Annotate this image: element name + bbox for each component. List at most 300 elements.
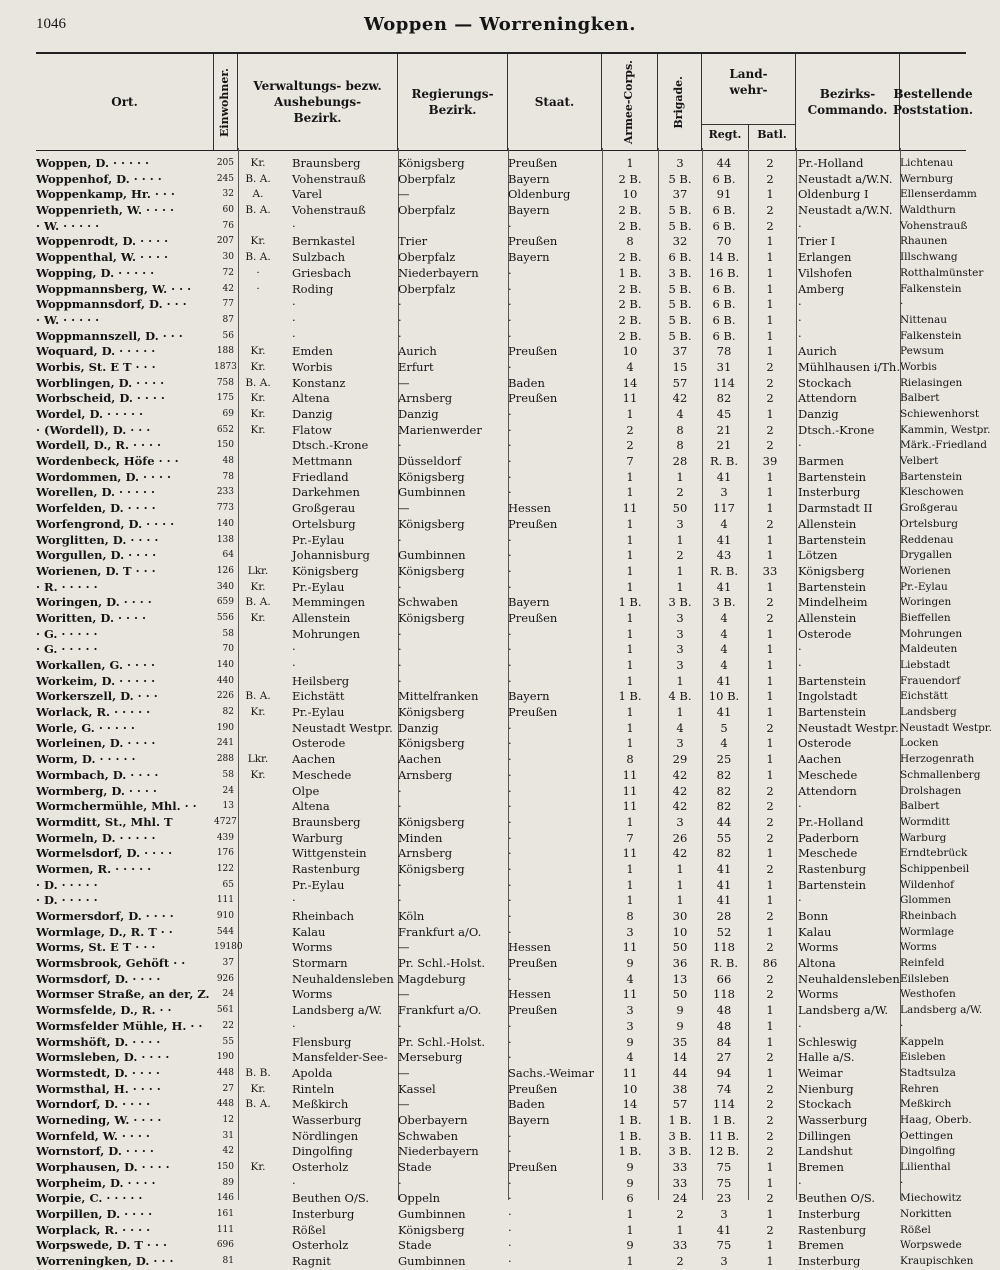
einwohner-cell: 31 [222, 1130, 234, 1141]
regiment-cell: 41 [716, 579, 732, 594]
brigade-cell: 3 [676, 610, 684, 625]
bataillon-cell: 1 [766, 501, 774, 516]
bataillon-cell: 2 [766, 171, 774, 186]
staat-cell: · [508, 532, 512, 547]
bataillon-cell: 2 [766, 595, 774, 610]
table-row [36, 517, 966, 533]
regierung-cell: Düsseldorf [398, 454, 461, 469]
bezirks-cell: Weimar [798, 1065, 843, 1080]
table-row [36, 454, 966, 470]
regiment-cell: 6 B. [712, 328, 736, 343]
regiment-cell: 48 [716, 1018, 732, 1033]
bataillon-cell: 1 [766, 297, 774, 312]
ort-cell: Wordommen, D. · · · · [36, 469, 172, 484]
ort-cell: Wormberg, D. · · · · [36, 783, 157, 798]
staat-cell: · [508, 846, 512, 861]
verwaltung-cell: · [292, 328, 296, 343]
regiment-cell: 82 [716, 767, 732, 782]
kreisart-cell: Kr. [250, 392, 266, 405]
bezirks-cell: Bartenstein [798, 532, 867, 547]
post-cell: Waldthurn [900, 204, 956, 217]
post-cell: Pr.-Eylau [900, 580, 948, 593]
brigade-cell: 1 B. [668, 1112, 692, 1127]
header-staat: Staat. [508, 54, 602, 150]
brigade-cell: 6 B. [668, 250, 692, 265]
staat-cell: Preußen [508, 705, 558, 720]
armee-cell: 11 [622, 1065, 638, 1080]
bataillon-cell: 2 [766, 783, 774, 798]
verwaltung-cell: Worbis [292, 359, 333, 374]
table-row [36, 485, 966, 501]
kreisart-cell: · [256, 282, 260, 295]
verwaltung-cell: Osterholz [292, 1238, 349, 1253]
bezirks-cell: · [798, 642, 802, 657]
bezirks-cell: · [798, 799, 802, 814]
armee-cell: 11 [622, 940, 638, 955]
bataillon-cell: 2 [766, 438, 774, 453]
table-row [36, 767, 981, 784]
regierung-cell: · [398, 1018, 402, 1033]
ort-cell: Wormshöft, D. · · · · [36, 1034, 161, 1049]
bezirks-cell: · [798, 893, 802, 908]
regiment-cell: 41 [716, 861, 732, 876]
ort-cell: Woppenthal, W. · · · · [36, 250, 169, 265]
table-row [36, 784, 966, 800]
kreisart-cell: Kr. [250, 157, 266, 169]
brigade-cell: 3 [676, 626, 684, 641]
page-number: 1046 [36, 16, 66, 32]
regierung-cell: Oberpfalz [398, 250, 456, 265]
armee-cell: 1 [626, 673, 634, 688]
table-row [36, 297, 966, 313]
einwohner-cell: 64 [222, 550, 234, 561]
verwaltung-cell: Vohenstrauß [292, 171, 366, 186]
staat-cell: Preußen [508, 516, 558, 531]
bataillon-cell: 1 [766, 250, 774, 265]
regiment-cell: R. B. [709, 454, 739, 469]
regierung-cell: — [398, 987, 410, 1002]
regierung-cell: Königsberg [398, 610, 465, 625]
table-row [36, 344, 966, 360]
regierung-cell: Marienwerder [398, 422, 482, 437]
bataillon-cell: 2 [766, 987, 774, 1002]
regiment-cell: 4 [720, 658, 728, 672]
kreisart-cell: · [256, 266, 260, 279]
brigade-cell: 1 [676, 861, 684, 876]
armee-cell: 1 B. [618, 689, 642, 704]
regierung-cell: Königsberg [398, 814, 465, 829]
regiment-cell: 78 [716, 344, 732, 359]
regierung-cell: Oberbayern [398, 1112, 468, 1127]
ort-cell: Woppen, D. · · · · · [36, 156, 150, 170]
einwohner-cell: 926 [216, 973, 234, 984]
armee-cell: 14 [622, 1097, 638, 1112]
verwaltung-cell: Neustadt Westpr. [292, 720, 393, 735]
regiment-cell: 3 [720, 1207, 728, 1222]
einwohner-cell: 1873 [214, 361, 237, 372]
regiment-cell: 23 [716, 1191, 732, 1206]
post-cell: Lilienthal [900, 1161, 951, 1173]
ort-cell: Worfelden, D. · · · · [36, 501, 156, 516]
armee-cell: 9 [626, 956, 634, 971]
table-row [36, 658, 966, 674]
brigade-cell: 57 [672, 375, 688, 390]
verwaltung-cell: Osterode [292, 736, 346, 751]
brigade-cell: 3 [676, 516, 684, 531]
bataillon-cell: 2 [766, 1112, 774, 1127]
armee-cell: 2 B. [618, 171, 642, 186]
bezirks-cell: Pr.-Holland [798, 814, 864, 829]
einwohner-cell: 58 [222, 769, 234, 780]
table-row [36, 234, 966, 250]
bataillon-cell: 2 [766, 1081, 774, 1096]
bezirks-cell: Rastenburg [798, 1222, 867, 1237]
post-cell: Neustadt Westpr. [900, 721, 992, 734]
brigade-cell: 5 B. [668, 312, 692, 327]
verwaltung-cell: Pr.-Eylau [292, 705, 345, 720]
armee-cell: 2 B. [618, 250, 642, 265]
header-regierung: Regierungs- Bezirk. [398, 54, 508, 150]
bataillon-cell: 1 [766, 705, 774, 720]
ort-cell: Woringen, D. · · · · [36, 595, 152, 610]
post-cell: Haag, Oberb. [900, 1113, 972, 1126]
verwaltung-cell: Altena [292, 799, 330, 814]
kreisart-cell: Kr. [250, 580, 266, 593]
table-row [36, 861, 970, 878]
staat-cell: · [508, 438, 512, 453]
bezirks-cell: Meschede [798, 846, 858, 861]
einwohner-cell: 652 [216, 424, 234, 435]
verwaltung-cell: · [292, 642, 296, 657]
einwohner-cell: 140 [216, 660, 234, 670]
ort-cell: Worplack, R. · · · · [36, 1222, 151, 1237]
verwaltung-cell: Braunsberg [292, 156, 361, 170]
verwaltung-cell: Friedland [292, 469, 349, 484]
post-cell: Kleschowen [900, 486, 964, 499]
staat-cell: Baden [508, 375, 545, 390]
bataillon-cell: 1 [766, 1254, 774, 1269]
regierung-cell: Gumbinnen [398, 548, 466, 563]
kreisart-cell: Kr. [250, 611, 266, 624]
staat-cell: · [508, 971, 512, 986]
post-cell: Drygallen [900, 549, 953, 562]
brigade-cell: 3 B. [668, 1144, 692, 1159]
table-row [36, 736, 966, 752]
staat-cell: · [508, 720, 512, 735]
verwaltung-cell: Pr.-Eylau [292, 579, 345, 594]
post-cell: Westhofen [900, 988, 956, 1001]
regiment-cell: 94 [716, 1065, 732, 1080]
brigade-cell: 8 [676, 422, 684, 437]
verwaltung-cell: Darkehmen [292, 485, 360, 500]
kreisart-cell: Lkr. [247, 753, 269, 766]
post-cell: Worpswede [900, 1239, 962, 1252]
header-ort: Ort. [36, 54, 214, 150]
bataillon-cell: 2 [766, 218, 774, 233]
verwaltung-cell: Pr.-Eylau [292, 877, 345, 892]
regierung-cell: — [398, 187, 410, 202]
armee-cell: 8 [626, 234, 634, 249]
bezirks-cell: Nienburg [798, 1081, 854, 1096]
einwohner-cell: 24 [222, 785, 234, 796]
regierung-cell: · [398, 893, 402, 908]
kreisart-cell: B. A. [245, 596, 271, 609]
bezirks-cell: Dtsch.-Krone [798, 422, 875, 437]
armee-cell: 2 B. [618, 312, 642, 327]
bataillon-cell: 2 [766, 359, 774, 374]
post-cell: Meßkirch [900, 1098, 952, 1111]
regiment-cell: 6 B. [712, 218, 736, 233]
bezirks-cell: Meschede [798, 767, 858, 782]
armee-cell: 1 [626, 642, 634, 657]
einwohner-cell: 288 [216, 754, 234, 765]
bataillon-cell: 1 [766, 1018, 774, 1033]
bezirks-cell: Osterode [798, 736, 852, 751]
ort-cell: · D. · · · · · [36, 893, 98, 908]
regierung-cell: — [398, 375, 410, 390]
regiment-cell: 41 [716, 1222, 732, 1237]
post-cell: Bieffellen [900, 611, 951, 624]
armee-cell: 1 [626, 1207, 634, 1222]
table-row [36, 627, 966, 643]
ort-cell: · D. · · · · · [36, 877, 98, 892]
regierung-cell: Stade [398, 1238, 432, 1253]
staat-cell: · [508, 893, 512, 908]
ort-cell: Wordel, D. · · · · · [36, 407, 144, 421]
bataillon-cell: 2 [766, 940, 774, 955]
staat-cell: · [508, 469, 512, 484]
table-row [36, 674, 966, 690]
armee-cell: 1 [626, 814, 634, 829]
kreisart-cell: Kr. [250, 235, 266, 248]
armee-cell: 1 [626, 156, 634, 170]
einwohner-cell: 440 [216, 675, 234, 686]
post-cell: Rielasingen [900, 376, 963, 389]
regiment-cell: 4 [720, 516, 728, 531]
brigade-cell: 33 [672, 1175, 688, 1190]
staat-cell: Preußen [508, 1003, 558, 1018]
verwaltung-cell: Neuhaldensleben [292, 971, 394, 986]
ort-cell: Worellen, D. · · · · · [36, 485, 156, 500]
einwohner-cell: 4727 [214, 816, 237, 827]
post-cell: Balbert [900, 800, 940, 813]
einwohner-cell: 176 [216, 848, 234, 859]
staat-cell: · [508, 579, 512, 594]
post-cell: Schippenbeil [900, 862, 970, 875]
brigade-cell: 1 [676, 893, 684, 908]
staat-cell: · [508, 1191, 512, 1206]
staat-cell: · [508, 281, 512, 296]
table-header [36, 52, 974, 151]
brigade-cell: 50 [672, 987, 688, 1002]
ort-cell: Wormeln, D. · · · · · [36, 830, 156, 845]
armee-cell: 1 [626, 861, 634, 876]
regierung-cell: Minden [398, 830, 443, 845]
verwaltung-cell: Mohrungen [292, 626, 360, 641]
table-row [36, 1254, 974, 1270]
table-row [36, 1176, 966, 1192]
armee-cell: 9 [626, 1175, 634, 1190]
bataillon-cell: 2 [766, 422, 774, 437]
table-row [36, 972, 966, 988]
table-row [36, 831, 966, 847]
armee-cell: 1 [626, 893, 634, 908]
brigade-cell: 3 [676, 658, 684, 672]
ort-cell: · W. · · · · · [36, 218, 100, 233]
regierung-cell: Trier [398, 234, 428, 249]
header-batl: Batl. [757, 128, 787, 141]
bataillon-cell: 2 [766, 830, 774, 845]
post-cell: Rehren [900, 1082, 939, 1095]
post-cell: Bartenstein [900, 470, 963, 483]
regierung-cell: Stade [398, 1160, 432, 1174]
staat-cell: Preußen [508, 391, 558, 406]
post-cell: Ortelsburg [900, 517, 959, 530]
brigade-cell: 1 [676, 563, 684, 578]
regiment-cell: 75 [716, 1238, 732, 1253]
regiment-cell: 44 [716, 814, 732, 829]
bataillon-cell: 1 [766, 469, 774, 484]
armee-cell: 2 [626, 438, 634, 453]
post-cell: Vohenstrauß [900, 219, 968, 232]
staat-cell: · [508, 767, 512, 782]
bezirks-cell: Neustadt a/W.N. [798, 171, 893, 186]
regierung-cell: Oppeln [398, 1191, 441, 1206]
staat-cell: · [508, 485, 512, 500]
verwaltung-cell: Osterholz [292, 1160, 349, 1174]
bezirks-cell: Bartenstein [798, 579, 867, 594]
armee-cell: 9 [626, 1238, 634, 1253]
ort-cell: Woppenrodt, D. · · · · [36, 234, 169, 249]
bataillon-cell: 1 [766, 736, 774, 751]
staat-cell: · [508, 548, 512, 563]
running-title: Woppen — Worreningken. [363, 14, 637, 35]
regierung-cell: Königsberg [398, 861, 465, 876]
verwaltung-cell: · [292, 1175, 296, 1190]
verwaltung-cell: Dtsch.-Krone [292, 438, 369, 453]
einwohner-cell: 76 [222, 220, 234, 231]
table-row [36, 564, 966, 580]
armee-cell: 1 [626, 485, 634, 500]
staat-cell: · [508, 642, 512, 657]
einwohner-cell: 69 [222, 409, 234, 419]
staat-cell: · [508, 673, 512, 688]
bataillon-cell: 39 [762, 454, 778, 469]
table-row [36, 501, 966, 517]
armee-cell: 1 B. [618, 265, 642, 280]
verwaltung-cell: Warburg [292, 830, 343, 845]
ort-cell: Wormbach, D. · · · · [36, 767, 159, 782]
regiment-cell: 1 B. [712, 1112, 736, 1127]
armee-cell: 4 [626, 359, 634, 374]
armee-cell: 3 [626, 1018, 634, 1033]
brigade-cell: 2 [676, 548, 684, 563]
bezirks-cell: Stockach [798, 1097, 852, 1112]
regierung-cell: Merseburg [398, 1050, 463, 1065]
bezirks-cell: Bartenstein [798, 705, 867, 720]
regierung-cell: Königsberg [398, 705, 465, 720]
bezirks-cell: Landshut [798, 1144, 853, 1159]
einwohner-cell: 439 [216, 832, 234, 843]
regierung-cell: Frankfurt a/O. [398, 924, 482, 939]
armee-cell: 11 [622, 783, 638, 798]
regiment-cell: 41 [716, 705, 732, 720]
staat-cell: Preußen [508, 610, 558, 625]
regierung-cell: Danzig [398, 720, 439, 735]
bataillon-cell: 1 [766, 328, 774, 343]
regierung-cell: Königsberg [398, 516, 465, 531]
table-row [36, 1191, 966, 1207]
bezirks-cell: Osterode [798, 626, 852, 641]
staat-cell: Baden [508, 1097, 545, 1112]
verwaltung-cell: Flensburg [292, 1034, 352, 1049]
table-row [36, 1082, 966, 1098]
table-row [36, 689, 966, 705]
bezirks-cell: · [798, 658, 802, 672]
post-cell: Kraupischken [900, 1255, 974, 1268]
post-cell: Oettingen [900, 1129, 954, 1142]
staat-cell: · [508, 814, 512, 829]
bataillon-cell: 1 [766, 626, 774, 641]
einwohner-cell: 78 [222, 471, 234, 482]
post-cell: Nittenau [900, 313, 947, 326]
bezirks-cell: Danzig [798, 407, 839, 421]
verwaltung-cell: Mansfelder-See- [292, 1050, 388, 1065]
einwohner-cell: 55 [222, 1036, 234, 1047]
staat-cell: · [508, 563, 512, 578]
bataillon-cell: 1 [766, 767, 774, 782]
ort-cell: Worpswede, D. T · · · [36, 1238, 167, 1253]
verwaltung-cell: · [292, 297, 296, 312]
regiment-cell: 27 [716, 1050, 732, 1065]
bataillon-cell: 1 [766, 485, 774, 500]
bezirks-cell: Allenstein [798, 610, 857, 625]
regierung-cell: Königsberg [398, 469, 465, 484]
armee-cell: 1 [626, 563, 634, 578]
staat-cell: · [508, 1207, 512, 1222]
regierung-cell: — [398, 1065, 410, 1080]
regierung-cell: · [398, 438, 402, 453]
ort-cell: Woppenhof, D. · · · · [36, 171, 162, 186]
table-row [36, 720, 992, 737]
table-row [36, 1112, 972, 1129]
ort-cell: Wormser Straße, an der, Z. [36, 987, 210, 1002]
bataillon-cell: 86 [762, 956, 778, 971]
regiment-cell: 11 B. [708, 1128, 740, 1143]
verwaltung-cell: Allenstein [292, 610, 351, 625]
bataillon-cell: 2 [766, 610, 774, 625]
armee-cell: 9 [626, 1034, 634, 1049]
einwohner-cell: 81 [222, 1256, 234, 1267]
bataillon-cell: 2 [766, 1097, 774, 1112]
brigade-cell: 4 B. [668, 689, 692, 704]
post-cell: · [900, 1019, 904, 1032]
staat-cell: · [508, 752, 512, 767]
regiment-cell: 5 [720, 720, 728, 735]
bataillon-cell: 1 [766, 877, 774, 892]
table-row [36, 1207, 966, 1223]
einwohner-cell: 27 [222, 1083, 234, 1094]
einwohner-cell: 773 [216, 503, 234, 514]
staat-cell: Bayern [508, 203, 550, 218]
ort-cell: Wormlage, D., R. T · · [36, 924, 173, 939]
verwaltung-cell: Rößel [292, 1222, 326, 1237]
armee-cell: 11 [622, 846, 638, 861]
regiment-cell: R. B. [709, 563, 739, 578]
regiment-cell: 14 B. [708, 250, 740, 265]
einwohner-cell: 111 [216, 895, 234, 906]
verwaltung-cell: Bernkastel [292, 234, 355, 249]
